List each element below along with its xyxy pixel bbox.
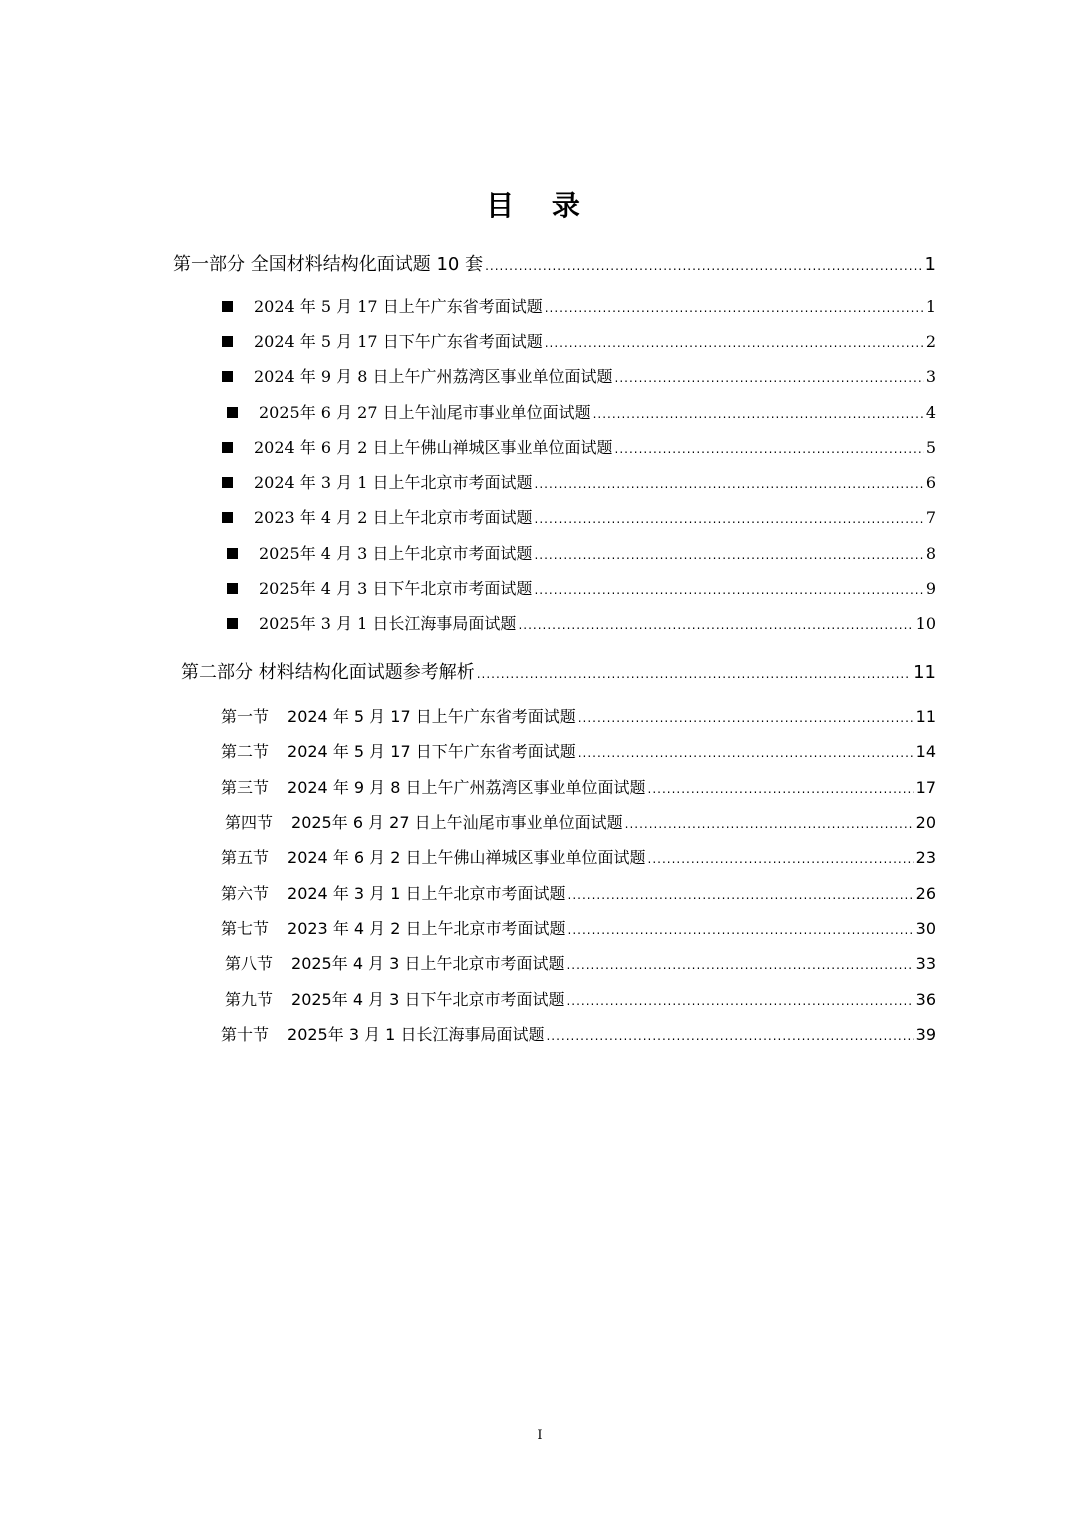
toc-item-label: 2025年 6 月 27 日上午汕尾市事业单位面试题 [259,403,591,422]
toc-page-number: 39 [915,1025,936,1044]
toc-page-number: 1 [925,297,936,316]
square-bullet-icon [227,407,238,418]
leader-dots [535,477,924,491]
toc-page-number: 20 [915,813,936,832]
toc-section-number: 第九节 [225,990,274,1009]
toc-page-number: 7 [925,508,936,527]
toc-section-number: 第六节 [221,884,270,903]
toc-section[interactable] [225,987,936,1013]
square-bullet-icon [222,371,233,382]
toc-item[interactable] [222,294,936,320]
toc-section-number: 第八节 [225,954,274,973]
toc-item[interactable] [227,400,936,426]
toc-page-number: 23 [915,848,936,867]
toc-section[interactable] [225,951,936,977]
toc-section-number: 第十节 [221,1025,270,1044]
square-bullet-icon [227,583,238,594]
toc-item[interactable] [227,611,936,637]
toc-section-label: 2024 年 3 月 1 日上午北京市考面试题 [287,884,566,903]
toc-page-number: 5 [925,438,936,457]
leader-dots [477,667,911,681]
toc-page-number: 11 [913,662,936,683]
toc-section-number: 第二节 [221,742,270,761]
leader-dots [625,817,914,831]
toc-item-label: 2025年 4 月 3 日下午北京市考面试题 [259,579,533,598]
leader-dots [545,301,924,315]
toc-section-label: 2025年 4 月 3 日上午北京市考面试题 [291,954,565,973]
leader-dots [545,336,924,350]
square-bullet-icon [227,618,238,629]
leader-dots [485,259,922,273]
leader-dots [534,548,923,562]
leader-dots [546,1029,913,1043]
square-bullet-icon [222,442,233,453]
toc-item[interactable] [227,576,936,602]
leader-dots [615,371,924,385]
leader-dots [566,958,913,972]
leader-dots [615,442,924,456]
toc-page-number: 9 [925,579,936,598]
toc-section[interactable] [221,704,936,730]
leader-dots [593,407,924,421]
square-bullet-icon [227,548,238,559]
toc-page-number: 3 [925,367,936,386]
toc-part-1[interactable] [173,250,936,276]
toc-page-number: 36 [915,990,936,1009]
toc-section-label: 2024 年 9 月 8 日上午广州荔湾区事业单位面试题 [287,778,646,797]
toc-item-label: 2025年 4 月 3 日上午北京市考面试题 [259,544,533,563]
toc-section-number: 第一节 [221,707,270,726]
leader-dots [578,711,914,725]
toc-section-label: 2024 年 6 月 2 日上午佛山禅城区事业单位面试题 [287,848,646,867]
toc-item[interactable] [222,505,936,531]
toc-section[interactable] [225,810,936,836]
toc-page-number: 30 [915,919,936,938]
toc-section-label: 2024 年 5 月 17 日上午广东省考面试题 [287,707,576,726]
toc-section[interactable] [221,739,936,765]
leader-dots [535,512,924,526]
toc-item-label: 2023 年 4 月 2 日上午北京市考面试题 [254,508,533,527]
page-title: 目 录 [486,189,594,222]
leader-dots [534,583,923,597]
toc-part-label: 第二部分 材料结构化面试题参考解析 [181,662,475,683]
leader-dots [648,852,914,866]
toc-section[interactable] [221,881,936,907]
toc-page-number: 26 [915,884,936,903]
toc-page-number: 14 [915,742,936,761]
toc-item-label: 2024 年 3 月 1 日上午北京市考面试题 [254,473,533,492]
toc-section-number: 第四节 [225,813,274,832]
toc-page-number: 4 [925,403,936,422]
toc-item[interactable] [222,435,936,461]
toc-section-label: 2025年 3 月 1 日长江海事局面试题 [287,1025,545,1044]
toc-page-number: 8 [925,544,936,563]
toc-section[interactable] [221,916,936,942]
toc-page-number: 2 [925,332,936,351]
toc-item[interactable] [222,364,936,390]
toc-part-label: 第一部分 全国材料结构化面试题 10 套 [173,254,484,275]
toc-section-label: 2023 年 4 月 2 日上午北京市考面试题 [287,919,566,938]
toc-item-label: 2024 年 9 月 8 日上午广州荔湾区事业单位面试题 [254,367,613,386]
leader-dots [648,782,914,796]
toc-item-label: 2024 年 5 月 17 日下午广东省考面试题 [254,332,543,351]
toc-section-label: 2025年 4 月 3 日下午北京市考面试题 [291,990,565,1009]
toc-section[interactable] [221,775,936,801]
toc-section-label: 2025年 6 月 27 日上午汕尾市事业单位面试题 [291,813,623,832]
toc-page-number: 17 [915,778,936,797]
toc-item-label: 2025年 3 月 1 日长江海事局面试题 [259,614,517,633]
page-number-footer: I [537,1428,543,1443]
square-bullet-icon [222,512,233,523]
toc-section-number: 第五节 [221,848,270,867]
toc-page-number: 33 [915,954,936,973]
toc-item[interactable] [222,329,936,355]
toc-section-number: 第七节 [221,919,270,938]
toc-page-number: 11 [915,707,936,726]
leader-dots [518,618,913,632]
toc-item-label: 2024 年 6 月 2 日上午佛山禅城区事业单位面试题 [254,438,613,457]
leader-dots [568,923,914,937]
leader-dots [566,994,913,1008]
square-bullet-icon [222,336,233,347]
toc-section[interactable] [221,1022,936,1048]
toc-page-number: 6 [925,473,936,492]
toc-section-label: 2024 年 5 月 17 日下午广东省考面试题 [287,742,576,761]
toc-item-label: 2024 年 5 月 17 日上午广东省考面试题 [254,297,543,316]
toc-page-number: 1 [924,254,936,275]
toc-item[interactable] [227,541,936,567]
square-bullet-icon [222,477,233,488]
toc-part-2[interactable] [181,658,936,684]
toc-page-number: 10 [915,614,936,633]
square-bullet-icon [222,301,233,312]
leader-dots [568,888,914,902]
toc-section[interactable] [221,845,936,871]
toc-item[interactable] [222,470,936,496]
leader-dots [578,746,914,760]
toc-section-number: 第三节 [221,778,270,797]
